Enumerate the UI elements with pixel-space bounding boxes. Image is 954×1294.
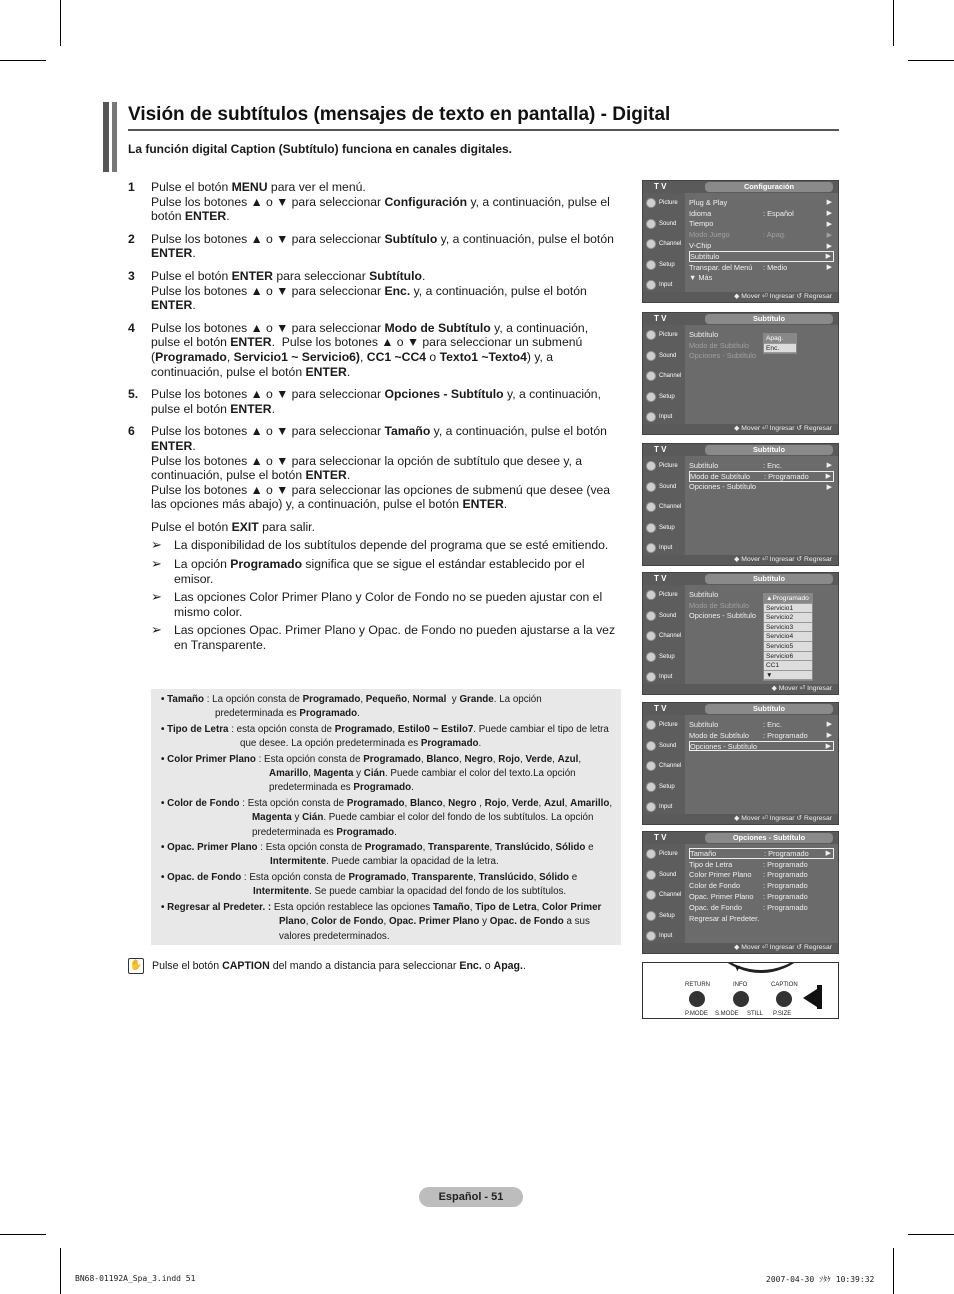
menu-row[interactable] bbox=[689, 859, 834, 870]
sidebar-item[interactable] bbox=[643, 214, 685, 235]
sidebar-label: Input bbox=[659, 933, 673, 940]
menu-row[interactable] bbox=[689, 730, 834, 741]
caption-note-text: Pulse el botón CAPTION del mando a distancia para seleccionar Enc. o Apag.. bbox=[152, 960, 526, 972]
menu-key: Plug & Play bbox=[689, 197, 728, 207]
sidebar-item[interactable] bbox=[643, 715, 685, 736]
dropdown-option[interactable]: CC1 bbox=[764, 661, 812, 671]
menu-value: : Programado bbox=[763, 870, 808, 880]
menu-content bbox=[689, 719, 834, 751]
sidebar-label: Input bbox=[659, 674, 673, 681]
sidebar-label: Setup bbox=[659, 783, 675, 790]
panel-header: Opciones - Subtítulo bbox=[705, 833, 833, 843]
sidebar-label: Input bbox=[659, 414, 673, 421]
step-item bbox=[128, 424, 620, 512]
menu-icon bbox=[646, 802, 656, 812]
arrow-icon: ➢ bbox=[151, 589, 162, 605]
dropdown-option[interactable]: ▲Programado bbox=[764, 594, 812, 604]
sidebar-item[interactable] bbox=[643, 647, 685, 668]
sidebar-item[interactable] bbox=[643, 906, 685, 927]
menu-key: Color de Fondo bbox=[689, 881, 740, 891]
step-number: 1 bbox=[128, 180, 135, 194]
triangle-right-icon: ▶ bbox=[826, 732, 832, 740]
panel-footer: ◆ Mover ⏎ Ingresar ↺ Regresar bbox=[643, 943, 838, 953]
title-accent-bar bbox=[112, 102, 117, 172]
sidebar-item[interactable] bbox=[643, 756, 685, 777]
step-item bbox=[128, 269, 620, 313]
menu-row[interactable] bbox=[689, 240, 834, 251]
sidebar-label: Input bbox=[659, 545, 673, 552]
dropdown-option[interactable]: Servicio3 bbox=[764, 623, 812, 633]
dropdown-option[interactable]: Apag. bbox=[764, 334, 796, 344]
step-item bbox=[128, 180, 620, 224]
return-button[interactable] bbox=[689, 991, 705, 1007]
exit-instruction: Pulse el botón EXIT para salir. bbox=[151, 519, 315, 534]
step-text: Pulse los botones ▲ o ▼ para seleccionar Modo de Subtítulo y, a continuación, pulse el botón ENTER. Pulse los botones ▲ o ▼ para seleccionar un submenú (Programado, Servicio1 ~ Servicio6), CC1 ~CC4 o Texto1 ~Texto4) y, a continuación, pulse el botón ENTER. bbox=[151, 320, 589, 379]
menu-row[interactable] bbox=[689, 273, 834, 284]
title-rule bbox=[128, 129, 839, 131]
caption-note bbox=[128, 958, 526, 974]
sidebar-item[interactable] bbox=[643, 193, 685, 214]
sidebar-label: Sound bbox=[659, 612, 677, 619]
sidebar-label: Channel bbox=[659, 763, 682, 770]
sidebar-item[interactable] bbox=[643, 477, 685, 498]
panel-header: Subtítulo bbox=[705, 574, 833, 584]
menu-key: Modo de Subtítulo bbox=[690, 471, 750, 481]
note-item bbox=[151, 538, 620, 553]
menu-icon bbox=[646, 782, 656, 792]
menu-key: Opciones - Subtítulo bbox=[690, 741, 757, 751]
menu-key: Color Primer Plano bbox=[689, 870, 752, 880]
menu-row[interactable] bbox=[689, 741, 834, 752]
sidebar-label: Picture bbox=[659, 722, 678, 729]
menu-value: : Programado bbox=[763, 730, 808, 740]
menu-row[interactable] bbox=[689, 197, 834, 208]
triangle-right-icon: ▶ bbox=[826, 483, 832, 491]
hand-icon: ✋ bbox=[128, 958, 144, 974]
menu-row[interactable] bbox=[689, 340, 834, 351]
tv-label: T V bbox=[654, 445, 667, 454]
menu-row[interactable] bbox=[689, 262, 834, 273]
option-item: • Tamaño : La opción consta de Programado, Pequeño, Normal y Grande. La opción predeterminada es Programado. bbox=[161, 694, 542, 720]
step-text: Pulse el botón MENU para ver el menú. Pulse los botones ▲ o ▼ para seleccionar Configuración y, a continuación, pulse el botón ENTER. bbox=[151, 180, 610, 224]
menu-key: Opciones - Subtítulo bbox=[689, 482, 756, 492]
menu-row[interactable] bbox=[689, 870, 834, 881]
menu-value: : Enc. bbox=[763, 460, 782, 470]
menu-row[interactable] bbox=[689, 719, 834, 730]
menu-key: Subtítulo bbox=[689, 460, 719, 470]
menu-icon bbox=[646, 761, 656, 771]
menu-key: ▼ Más bbox=[689, 273, 713, 283]
triangle-right-icon: ▶ bbox=[825, 253, 831, 261]
tv-menu-panel bbox=[642, 312, 839, 435]
tv-sidebar bbox=[643, 844, 685, 943]
dropdown-option[interactable]: Servicio2 bbox=[764, 613, 812, 623]
tv-label: T V bbox=[654, 833, 667, 842]
menu-icon bbox=[646, 239, 656, 249]
note-text: Las opciones Color Primer Plano y Color de Fondo no se pueden ajustar con el mismo color. bbox=[174, 590, 603, 619]
option-item: • Color de Fondo : Esta opción consta de Programado, Blanco, Negro , Rojo, Verde, Azul, Amarillo, Magenta y Cián. Puede cambiar el color del fondo de los subtítulos. La opción predeterminada es Programado. bbox=[161, 797, 613, 838]
sidebar-item[interactable] bbox=[643, 497, 685, 518]
note-text: Las opciones Opac. Primer Plano y Opac. de Fondo no pueden ajustarse a la vez en Transparente. bbox=[174, 623, 616, 653]
panel-footer: ◆ Mover ⏎ Ingresar ↺ Regresar bbox=[643, 292, 838, 302]
menu-value: : Programado bbox=[763, 892, 808, 902]
note-item bbox=[151, 590, 620, 619]
option-item: • Regresar al Predeter. : Esta opción restablece las opciones Tamaño, Tipo de Letra, Color Primer Plano, Color de Fondo, Opac. Primer Plano y Opac. de Fondo a sus valores predeterminados. bbox=[161, 901, 602, 942]
return-label: RETURN bbox=[685, 982, 710, 988]
menu-content bbox=[689, 197, 834, 283]
crop-mark bbox=[908, 60, 954, 61]
sidebar-item[interactable] bbox=[643, 456, 685, 477]
menu-content bbox=[689, 329, 834, 361]
sidebar-label: Picture bbox=[659, 463, 678, 470]
sidebar-label: Sound bbox=[659, 742, 677, 749]
menu-icon bbox=[646, 590, 656, 600]
step-number: 4 bbox=[128, 320, 135, 335]
crop-mark bbox=[60, 1248, 61, 1294]
sidebar-label: Channel bbox=[659, 504, 682, 511]
menu-row[interactable] bbox=[689, 891, 834, 902]
note-item bbox=[151, 557, 620, 586]
panel-footer: ◆ Mover ⏎ Ingresar ↺ Regresar bbox=[643, 814, 838, 824]
menu-value: : Programado bbox=[763, 902, 808, 912]
dropdown-list[interactable] bbox=[763, 593, 813, 681]
menu-icon bbox=[646, 672, 656, 682]
dropdown-option[interactable]: ▼ bbox=[764, 671, 812, 681]
sidebar-item[interactable] bbox=[643, 885, 685, 906]
menu-icon bbox=[646, 543, 656, 553]
caption-button[interactable] bbox=[776, 991, 792, 1007]
crop-mark bbox=[60, 0, 61, 46]
menu-row[interactable] bbox=[689, 351, 834, 362]
tv-label: T V bbox=[654, 182, 667, 191]
menu-row[interactable] bbox=[689, 460, 834, 471]
sidebar-item[interactable] bbox=[643, 234, 685, 255]
menu-row[interactable] bbox=[689, 482, 834, 493]
triangle-right-icon: ▶ bbox=[826, 264, 832, 272]
menu-icon bbox=[646, 652, 656, 662]
sidebar-item[interactable] bbox=[643, 844, 685, 865]
menu-value: : Programado bbox=[763, 859, 808, 869]
tv-label: T V bbox=[654, 704, 667, 713]
intro-text: La función digital Caption (Subtítulo) funciona en canales digitales. bbox=[128, 142, 513, 156]
triangle-right-icon: ▶ bbox=[825, 473, 831, 481]
menu-icon bbox=[646, 870, 656, 880]
panel-footer: ◆ Mover ⏎ Ingresar bbox=[643, 684, 838, 694]
panel-header: Subtítulo bbox=[705, 445, 833, 455]
tv-menu-panel bbox=[642, 831, 839, 954]
menu-key: Subtítulo bbox=[689, 719, 719, 729]
option-label: • Opac. Primer Plano bbox=[161, 842, 258, 854]
tv-sidebar bbox=[643, 456, 685, 555]
tv-sidebar bbox=[643, 585, 685, 684]
menu-icon bbox=[646, 849, 656, 859]
option-label: • Color de Fondo bbox=[161, 797, 240, 809]
sidebar-item[interactable] bbox=[643, 777, 685, 798]
arrow-icon: ➢ bbox=[151, 622, 162, 638]
sidebar-label: Picture bbox=[659, 332, 678, 339]
dropdown-option[interactable]: Servicio4 bbox=[764, 632, 812, 642]
panel-header: Subtítulo bbox=[705, 704, 833, 714]
sidebar-label: Picture bbox=[659, 851, 678, 858]
menu-icon bbox=[646, 280, 656, 290]
menu-icon bbox=[646, 260, 656, 270]
menu-key: Modo Juego bbox=[689, 230, 730, 240]
menu-value: : Enc. bbox=[763, 719, 782, 729]
note-text: La disponibilidad de los subtítulos depende del programa que se esté emitiendo. bbox=[174, 538, 609, 553]
panel-footer: ◆ Mover ⏎ Ingresar ↺ Regresar bbox=[643, 424, 838, 434]
menu-key: Tamaño bbox=[690, 848, 717, 858]
arrow-icon: ➢ bbox=[151, 556, 162, 572]
option-label: • Tipo de Letra bbox=[161, 723, 229, 735]
step-item bbox=[128, 387, 620, 416]
step-text: Pulse los botones ▲ o ▼ para seleccionar Opciones - Subtítulo y, a continuación, pulse el botón ENTER. bbox=[151, 387, 601, 416]
sidebar-item[interactable] bbox=[643, 325, 685, 346]
menu-key: Opac. de Fondo bbox=[689, 902, 743, 912]
info-button[interactable] bbox=[733, 991, 749, 1007]
tv-menu-panel bbox=[642, 572, 839, 695]
step-number: 2 bbox=[128, 231, 135, 246]
sidebar-label: Setup bbox=[659, 524, 675, 531]
menu-icon bbox=[646, 461, 656, 471]
sidebar-item[interactable] bbox=[643, 606, 685, 627]
sidebar-label: Input bbox=[659, 282, 673, 289]
options-info-box bbox=[151, 689, 621, 945]
panel-header: Configuración bbox=[705, 182, 833, 192]
step-number: 3 bbox=[128, 268, 135, 283]
menu-icon bbox=[646, 741, 656, 751]
dropdown-option[interactable]: Servicio6 bbox=[764, 652, 812, 662]
step-item bbox=[128, 321, 620, 379]
crop-mark bbox=[908, 1234, 954, 1235]
tv-menu-panel bbox=[642, 443, 839, 566]
sidebar-item[interactable] bbox=[643, 255, 685, 276]
print-info-left: BN68-01192A_Spa_3.indd 51 bbox=[75, 1274, 196, 1283]
step-text: Pulse los botones ▲ o ▼ para seleccionar Subtítulo y, a continuación, pulse el botón ENTER. bbox=[151, 231, 614, 261]
menu-row[interactable] bbox=[689, 229, 834, 240]
menu-key: Regresar al Predeter. bbox=[689, 913, 760, 923]
menu-key: Modo de Subtítulo bbox=[689, 340, 749, 350]
sidebar-label: Channel bbox=[659, 892, 682, 899]
menu-key: Modo de Subtítulo bbox=[689, 730, 749, 740]
step-number: 5. bbox=[128, 387, 139, 402]
menu-value: : Medio bbox=[763, 262, 788, 272]
menu-row[interactable] bbox=[689, 208, 834, 219]
menu-row[interactable] bbox=[689, 471, 834, 482]
triangle-down-icon: ▼ bbox=[733, 963, 742, 973]
triangle-right-icon: ▶ bbox=[826, 721, 832, 729]
steps-list bbox=[128, 180, 620, 657]
menu-key: Tipo de Letra bbox=[689, 859, 733, 869]
still-label: STILL bbox=[747, 1011, 764, 1017]
crop-mark bbox=[0, 1234, 46, 1235]
sidebar-item[interactable] bbox=[643, 865, 685, 886]
sidebar-label: Channel bbox=[659, 241, 682, 248]
menu-icon bbox=[646, 198, 656, 208]
triangle-right-icon: ▶ bbox=[826, 210, 832, 218]
tv-label: T V bbox=[654, 574, 667, 583]
note-text: La opción Programado significa que se sigue el estándar establecido por el emisor. bbox=[174, 557, 585, 586]
pointer-arrow-icon bbox=[803, 989, 817, 1007]
sidebar-label: Sound bbox=[659, 352, 677, 359]
sidebar-label: Setup bbox=[659, 653, 675, 660]
sidebar-item[interactable] bbox=[643, 585, 685, 606]
tv-sidebar bbox=[643, 193, 685, 292]
tv-sidebar bbox=[643, 715, 685, 814]
menu-row[interactable] bbox=[689, 848, 834, 859]
triangle-right-icon: ▶ bbox=[825, 850, 831, 858]
sidebar-item[interactable] bbox=[643, 366, 685, 387]
menu-key: Opciones - Subtítulo bbox=[689, 351, 756, 361]
menu-value: : Programado bbox=[764, 471, 809, 481]
menu-icon bbox=[646, 351, 656, 361]
dropdown-list[interactable] bbox=[763, 333, 797, 354]
menu-value: : Apag. bbox=[763, 230, 787, 240]
sidebar-item[interactable] bbox=[643, 626, 685, 647]
menu-icon bbox=[646, 392, 656, 402]
triangle-right-icon: ▶ bbox=[826, 231, 832, 239]
title-accent-bar bbox=[103, 102, 109, 172]
triangle-right-icon: ▶ bbox=[826, 462, 832, 470]
menu-icon bbox=[646, 911, 656, 921]
menu-value: : Programado bbox=[764, 848, 809, 858]
tv-menu-panel bbox=[642, 180, 839, 303]
arrow-icon: ➢ bbox=[151, 537, 162, 553]
pointer-bar bbox=[817, 985, 822, 1009]
menu-content bbox=[689, 848, 834, 924]
menu-icon bbox=[646, 371, 656, 381]
sidebar-item[interactable] bbox=[643, 736, 685, 757]
psize-label: P.SIZE bbox=[773, 1011, 792, 1017]
sidebar-item[interactable] bbox=[643, 387, 685, 408]
menu-key: Tiempo bbox=[689, 219, 714, 229]
menu-key: Opciones - Subtítulo bbox=[689, 611, 756, 621]
panel-footer: ◆ Mover ⏎ Ingresar ↺ Regresar bbox=[643, 555, 838, 565]
step-text: Pulse el botón ENTER para seleccionar Subtítulo. Pulse los botones ▲ o ▼ para seleccionar Enc. y, a continuación, pulse el botón ENTER. bbox=[151, 268, 587, 313]
note-item bbox=[151, 623, 620, 652]
menu-icon bbox=[646, 219, 656, 229]
page-title: Visión de subtítulos (mensajes de texto en pantalla) - Digital bbox=[128, 104, 671, 125]
sidebar-label: Setup bbox=[659, 393, 675, 400]
menu-icon bbox=[646, 611, 656, 621]
option-item: • Opac. Primer Plano : Esta opción consta de Programado, Transparente, Translúcido, Sólido e Intermitente. Puede cambiar la opacidad de la letra. bbox=[161, 842, 594, 868]
panel-header: Subtítulo bbox=[705, 314, 833, 324]
menu-key: Modo de Subtítulo bbox=[689, 600, 749, 610]
menu-key: Subtítulo bbox=[689, 329, 719, 339]
triangle-right-icon: ▶ bbox=[825, 742, 831, 750]
menu-content bbox=[689, 460, 834, 492]
crop-mark bbox=[0, 60, 46, 61]
menu-row[interactable] bbox=[689, 251, 834, 262]
option-label: • Color Primer Plano bbox=[161, 753, 256, 765]
step-item bbox=[128, 232, 620, 261]
caption-label: CAPTION bbox=[771, 982, 798, 988]
menu-key: Idioma bbox=[689, 208, 712, 218]
sidebar-label: Input bbox=[659, 804, 673, 811]
remote-control-illustration bbox=[642, 962, 839, 1019]
menu-key: Subtítulo bbox=[690, 251, 720, 261]
menu-icon bbox=[646, 482, 656, 492]
sidebar-label: Picture bbox=[659, 592, 678, 599]
dropdown-option[interactable]: Enc. bbox=[764, 344, 796, 354]
menu-row[interactable] bbox=[689, 880, 834, 891]
crop-mark bbox=[893, 0, 894, 46]
sidebar-item[interactable] bbox=[643, 346, 685, 367]
sidebar-label: Sound bbox=[659, 220, 677, 227]
crop-mark bbox=[893, 1248, 894, 1294]
dropdown-option[interactable]: Servicio5 bbox=[764, 642, 812, 652]
menu-icon bbox=[646, 631, 656, 641]
option-label: • Regresar al Predeter. : bbox=[161, 901, 272, 913]
menu-icon bbox=[646, 523, 656, 533]
triangle-right-icon: ▶ bbox=[826, 220, 832, 228]
menu-icon bbox=[646, 931, 656, 941]
menu-icon bbox=[646, 412, 656, 422]
option-item: • Opac. de Fondo : Esta opción consta de Programado, Transparente, Translúcido, Sólido e Intermitente. Se puede cambiar la opacidad del fondo de los subtítulos. bbox=[161, 871, 578, 898]
tv-menu-panel bbox=[642, 702, 839, 825]
sidebar-label: Channel bbox=[659, 633, 682, 640]
page-number-badge: Español - 51 bbox=[419, 1187, 523, 1207]
option-label: • Tamaño bbox=[161, 694, 204, 705]
sidebar-item[interactable] bbox=[643, 518, 685, 539]
menu-row[interactable] bbox=[689, 219, 834, 230]
sidebar-label: Picture bbox=[659, 200, 678, 207]
menu-icon bbox=[646, 720, 656, 730]
tv-sidebar bbox=[643, 325, 685, 424]
triangle-right-icon: ▶ bbox=[826, 199, 832, 207]
triangle-right-icon: ▶ bbox=[826, 242, 832, 250]
dropdown-option[interactable]: Servicio1 bbox=[764, 604, 812, 614]
option-item: • Color Primer Plano : Esta opción consta de Programado, Blanco, Negro, Rojo, Verde, Azul, Amarillo, Magenta y Cián. Puede cambiar el color del texto.La opción predeterminada es Programado. bbox=[161, 753, 582, 794]
menu-value: : Programado bbox=[763, 881, 808, 891]
remote-arc bbox=[701, 962, 821, 973]
step-number: 6 bbox=[128, 424, 135, 439]
sidebar-label: Sound bbox=[659, 483, 677, 490]
menu-key: Subtítulo bbox=[689, 589, 719, 599]
menu-value: : Español bbox=[763, 208, 794, 218]
pmode-label: P.MODE bbox=[685, 1011, 708, 1017]
menu-row[interactable] bbox=[689, 902, 834, 913]
menu-icon bbox=[646, 330, 656, 340]
print-info-right: 2007-04-30 ｿﾀｹ 10:39:32 bbox=[766, 1275, 875, 1284]
sidebar-label: Setup bbox=[659, 261, 675, 268]
info-label: INFO bbox=[733, 982, 748, 988]
menu-icon bbox=[646, 890, 656, 900]
sidebar-label: Channel bbox=[659, 373, 682, 380]
sidebar-label: Sound bbox=[659, 871, 677, 878]
smode-label: S.MODE bbox=[715, 1011, 739, 1017]
option-label: • Opac. de Fondo bbox=[161, 871, 242, 883]
menu-row[interactable] bbox=[689, 913, 834, 924]
menu-key: V-Chip bbox=[689, 241, 712, 251]
tv-label: T V bbox=[654, 314, 667, 323]
menu-row[interactable] bbox=[689, 329, 834, 340]
menu-icon bbox=[646, 502, 656, 512]
step-text: Pulse los botones ▲ o ▼ para seleccionar Tamaño y, a continuación, pulse el botón ENTER. Pulse los botones ▲ o ▼ para seleccionar la opción de subtítulo que desee y, a continuación, pulse el botón ENTER. Pulse los botones ▲ o ▼ para seleccionar las opciones de submenú que desee (vea las opciones más abajo) y, a continuación, pulse el botón ENTER. bbox=[151, 424, 611, 512]
menu-key: Transpar. del Menú bbox=[689, 262, 753, 272]
option-item: • Tipo de Letra : esta opción consta de Programado, Estilo0 ~ Estilo7. Puede cambiar el tipo de letra que desee. La opción predeterminada es Programado. bbox=[161, 723, 609, 750]
menu-key: Opac. Primer Plano bbox=[689, 892, 754, 902]
sidebar-label: Setup bbox=[659, 912, 675, 919]
